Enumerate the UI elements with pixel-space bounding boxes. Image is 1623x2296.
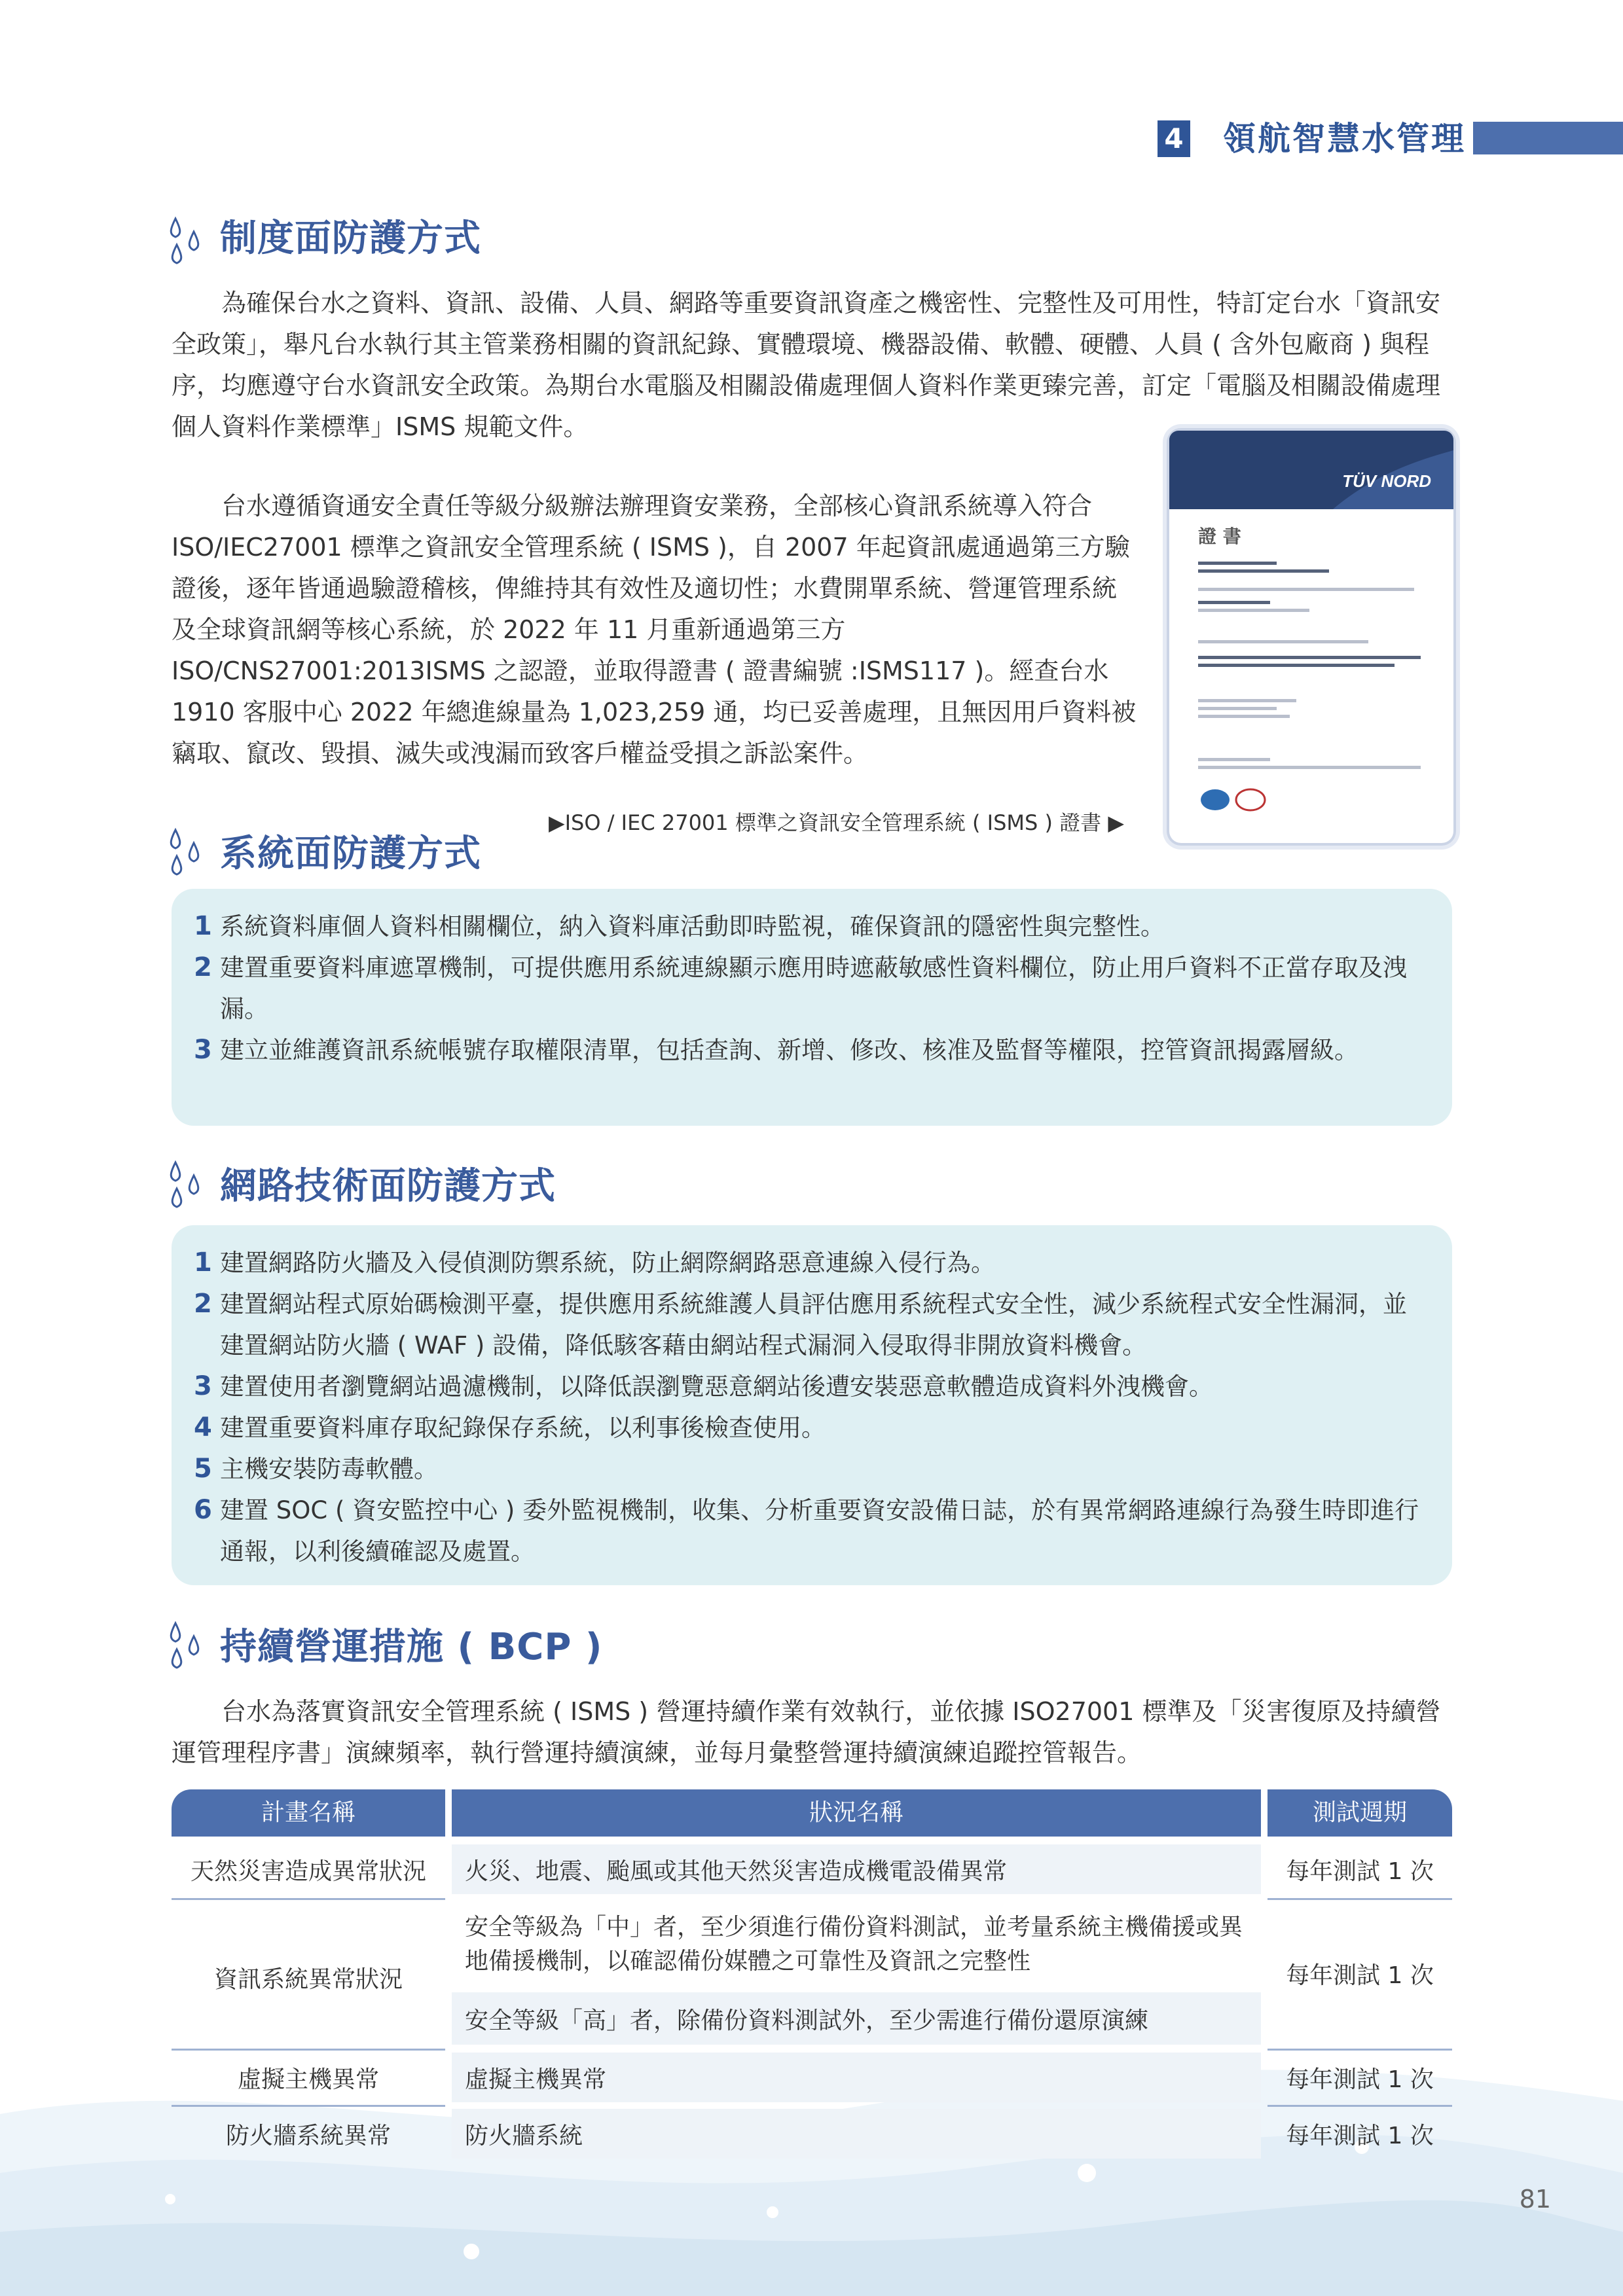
chapter-bar [1473,122,1623,154]
table-cell-cycle: 每年測試 1 次 [1286,1857,1434,1885]
certificate-header [1169,431,1453,509]
network-protection-box [172,1225,1452,1585]
page-number: 81 [1519,2185,1551,2214]
tuv-nord-logo: TÜV NORD [1342,471,1431,491]
paragraph-text: 為確保台水之資料、資訊、設備、人員、網路等重要資訊資產之機密性、完整性及可用性，特訂定台水「資訊安全政策」，舉凡台水執行其主管業務相關的資訊紀錄、實體環境、機器設備、軟體、硬體、人員 ( 含外包廠商 ) 與程序，均應遵守台水資訊安全政策。為期台水電腦及相關設備處理個人資料作業更臻完善，訂定「電腦及相關設備處理個人資料作業標準」ISMS 規範文件。 [172,289,1441,441]
table-cell-situation: 火災、地震、颱風或其他天然災害造成機電設備異常 [452,1844,1261,1894]
paragraph-policy [172,283,1452,448]
water-drops-icon [165,826,211,878]
table-cell-plan: 天然災害造成異常狀況 [190,1857,426,1885]
system-protection-list [194,906,1425,1071]
table-header: 測試週期 [1267,1789,1452,1837]
certificate-caption: ▶ISO / IEC 27001 標準之資訊安全管理系統 ( ISMS ) 證書 ▶ [549,810,1124,835]
paragraph-isms [172,486,1139,774]
certificate-image [1169,431,1453,843]
paragraph-text: 台水為落實資訊安全管理系統 ( ISMS ) 營運持續作業有效執行，並依據 ISO27001 標準及「災害復原及持續營運管理程序書」演練頻率，執行營運持續演練，並每月彙整營運持續演練追蹤控管報告。 [172,1697,1441,1767]
list-item: 3 建立並維護資訊系統帳號存取權限清單，包括查詢、新增、修改、核准及監督等權限，控管資訊揭露層級。 [194,1035,1359,1065]
table-cell-plan: 資訊系統異常狀況 [213,1965,403,1993]
system-protection-box [172,889,1452,1126]
water-drops-icon [165,215,211,267]
table-cell-situation: 防火牆系統 [452,2109,1261,2159]
table-cell-cycle: 每年測試 1 次 [1286,2066,1434,2093]
list-item: 5 主機安裝防毒軟體。 [194,1454,438,1484]
water-drops-icon [165,1619,211,1672]
list-item: 1 建置網路防火牆及入侵偵測防禦系統，防止網際網路惡意連線入侵行為。 [194,1247,995,1278]
table-cell-plan: 虛擬主機異常 [237,2066,379,2093]
network-protection-list [194,1242,1425,1572]
table-cell-situation: 安全等級「高」者，除備份資料測試外，至少需進行備份還原演練 [452,1992,1261,2045]
list-item: 6 建置 SOC ( 資安監控中心 ) 委外監視機制，收集、分析重要資安設備日誌，於有異常網路連線行為發生時即進行通報，以利後續確認及處置。 [194,1495,1419,1566]
section-title-system: 系統面防護方式 [220,833,481,875]
list-item: 2 建置重要資料庫遮罩機制，可提供應用系統連線顯示應用時遮蔽敏感性資料欄位，防止用戶資料不正當存取及洩漏。 [194,952,1407,1023]
table-cell-situation: 虛擬主機異常 [452,2053,1261,2102]
list-item: 2 建置網站程式原始碼檢測平臺，提供應用系統維護人員評估應用系統程式安全性，減少系統程式安全性漏洞，並建置網站防火牆 ( WAF ) 設備，降低駭客藉由網站程式漏洞入侵取得非開放資料機會。 [194,1289,1407,1359]
table-cell-situation: 安全等級為「中」者，至少須進行備份資料測試，並考量系統主機備援或異地備援機制，以確認備份媒體之可靠性及資訊之完整性 [452,1902,1261,1987]
list-item: 3 建置使用者瀏覽網站過濾機制，以降低誤瀏覽惡意網站後遭安裝惡意軟體造成資料外洩機會。 [194,1371,1213,1401]
paragraph-bcp [172,1691,1452,1774]
table-cell-cycle: 每年測試 1 次 [1286,1962,1434,1989]
table-cell-cycle: 每年測試 1 次 [1286,2122,1434,2149]
chapter-title: 領航智慧水管理 [1223,120,1466,158]
table-cell-plan: 防火牆系統異常 [225,2122,391,2149]
bcp-table [172,1789,1452,2160]
list-item: 1 系統資料庫個人資料相關欄位，納入資料庫活動即時監視，確保資訊的隱密性與完整性。 [194,911,1165,941]
paragraph-text: 台水遵循資通安全責任等級分級辦法辦理資安業務，全部核心資訊系統導入符合 ISO/IEC27001 標準之資訊安全管理系統 ( ISMS )，自 2007 年起資訊處通過第三方驗證後，逐年皆通過驗證稽核，俾維持其有效性及適切性；水費開單系統、營運管理系統及全球資訊網等核心系統，於 2022 年 11 月重新通過第三方 ISO/CNS27001:2013ISMS 之認證，並取得證書 ( 證書編號 :ISMS117 )。經查台水 1910 客服中心 2022 年總進線量為 1,023,259 通，均已妥善處理，且無因用戶資料被竊取、竄改、毀損、滅失或洩漏而致客戶權益受損之訴訟案件。 [172,492,1137,768]
section-title-network: 網路技術面防護方式 [220,1165,556,1208]
chapter-number: 4 [1158,120,1190,157]
certificate-title: 證 書 [1198,526,1241,547]
table-header: 計畫名稱 [172,1789,445,1837]
section-title-bcp: 持續營運措施 ( BCP ) [220,1626,603,1668]
water-drops-icon [165,1158,211,1211]
section-title-institutional: 制度面防護方式 [220,217,481,260]
list-item: 4 建置重要資料庫存取紀錄保存系統，以利事後檢查使用。 [194,1412,826,1443]
table-header: 狀況名稱 [452,1789,1261,1837]
